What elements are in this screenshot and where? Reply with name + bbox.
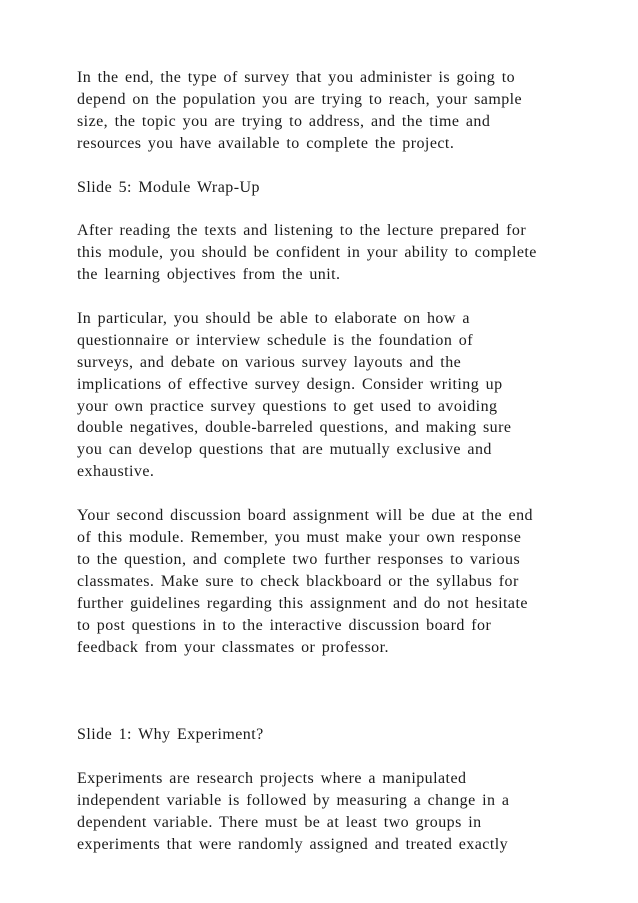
text-line: independent variable is followed by measuring a change in a (77, 791, 510, 809)
slide-1-heading (77, 724, 577, 746)
text-line: implications of effective survey design. Consider writing up (77, 375, 503, 393)
text-line: Slide 5: Module Wrap-Up (77, 178, 260, 196)
text-line: this module, you should be confident in your ability to complete (77, 244, 537, 262)
text-line: of this module. Remember, you must make your own response (77, 528, 522, 546)
text-line: to post questions in to the interactive discussion board for (77, 616, 492, 634)
text-line: Experiments are research projects where a manipulated (77, 769, 467, 787)
text-line: After reading the texts and listening to the lecture prepared for (77, 222, 527, 240)
text-line: dependent variable. There must be at least two groups in (77, 813, 482, 831)
text-line: experiments that were randomly assigned and treated exactly (77, 835, 509, 853)
slide-5-heading (77, 177, 577, 199)
text-line: double negatives, double-barreled questions, and making sure (77, 419, 512, 437)
text-line: classmates. Make sure to check blackboard or the syllabus for (77, 572, 519, 590)
text-line: In the end, the type of survey that you administer is going to (77, 69, 516, 86)
paragraph-learning-details (77, 308, 577, 483)
text-line: surveys, and debate on various survey layouts and the (77, 353, 462, 371)
text-line: resources you have available to complete the project. (77, 134, 455, 152)
paragraph-wrap-up-intro (77, 220, 577, 286)
paragraph-survey-conclusion (77, 67, 577, 155)
document-body (77, 67, 577, 877)
text-line: feedback from your classmates or professor. (77, 638, 389, 656)
text-line: questionnaire or interview schedule is the foundation of (77, 331, 473, 349)
text-line: Your second discussion board assignment will be due at the end (77, 507, 533, 525)
text-line: Slide 1: Why Experiment? (77, 726, 264, 744)
text-line: exhaustive. (77, 463, 155, 481)
text-line: size, the topic you are trying to address, and the time and (77, 112, 491, 130)
section-spacer (77, 680, 577, 724)
text-line: the learning objectives from the unit. (77, 266, 341, 284)
text-line: your own practice survey questions to get used to avoiding (77, 397, 498, 415)
paragraph-experiments-definition (77, 768, 577, 856)
text-line: depend on the population you are trying to reach, your sample (77, 90, 523, 108)
paragraph-discussion-assignment (77, 505, 577, 658)
text-line: you can develop questions that are mutually exclusive and (77, 441, 492, 459)
text-line: In particular, you should be able to elaborate on how a (77, 309, 470, 327)
text-line: to the question, and complete two further responses to various (77, 550, 521, 568)
text-line: further guidelines regarding this assignment and do not hesitate (77, 594, 528, 612)
